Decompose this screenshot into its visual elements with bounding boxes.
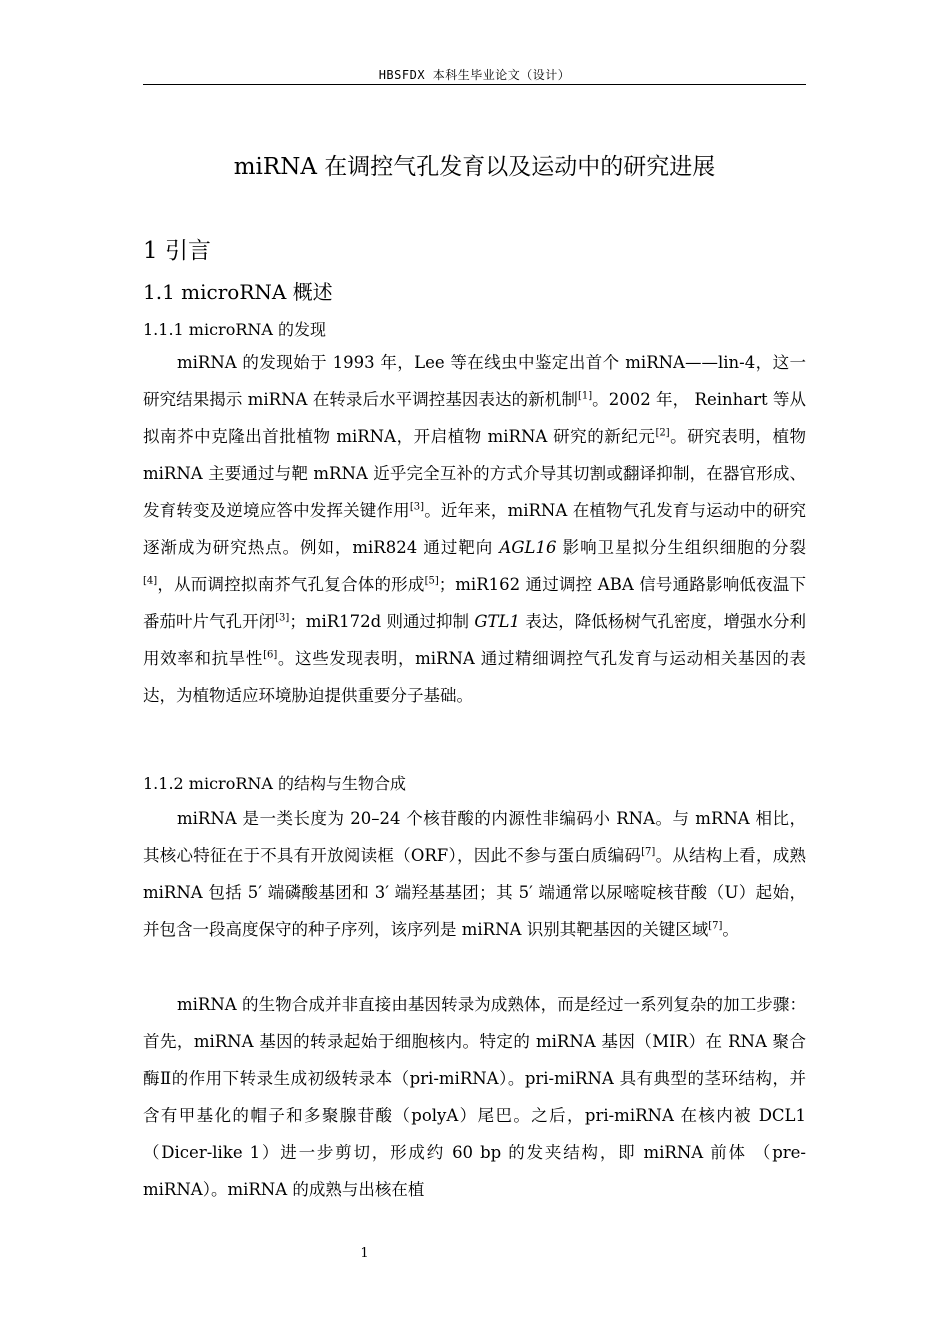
section-heading-1: 1 引言 xyxy=(143,238,211,264)
section-heading-1-1: 1.1 microRNA 概述 xyxy=(143,280,333,304)
gene-name: GTL1 xyxy=(474,612,520,631)
running-header: HBSFDX 本科生毕业论文（设计） xyxy=(378,68,571,82)
gene-name: AGL16 xyxy=(499,538,557,557)
page-number: 1 xyxy=(360,1246,369,1261)
paragraph-biogenesis: miRNA 的生物合成并非直接由基因转录为成熟体，而是经过一系列复杂的加工步骤：首先，miRNA 基因的转录起始于细胞核内。特定的 miRNA 基因（MIR）在 RNA 聚合酶Ⅱ的作用下转录生成初级转录本（pri-miRNA）。pri-miRNA 具有典型的茎环结构，并含有甲基化的帽子和多聚腺苷酸（polyA）尾巴。之后，pri-miRNA 在核内被 DCL1 （Dicer-like 1）进一步剪切，形成约 60 bp 的发夹结构，即 miRNA 前体 （pre-miRNA）。miRNA 的成熟与出核在植 xyxy=(143,995,806,1199)
citation: [4] xyxy=(143,575,158,587)
paragraph-structure: miRNA 是一类长度为 20–24 个核苷酸的内源性非编码小 RNA。与 mRNA 相比，其核心特征在于不具有开放阅读框（ORF），因此不参与蛋白质编码[7]。从结构上看，成熟 miRNA 包括 5′ 端磷酸基团和 3′ 端羟基基团；其 5′ 端通常以尿嘧啶核苷酸（U）起始，并包含一段高度保守的种子序列，该序列是 miRNA 识别其靶基因的关键区域[7]。 xyxy=(143,809,807,939)
citation: [6] xyxy=(263,649,278,661)
section-heading-1-1-2: 1.1.2 microRNA 的结构与生物合成 xyxy=(143,774,407,793)
section-heading-1-1-1: 1.1.1 microRNA 的发现 xyxy=(143,320,327,339)
citation: [3] xyxy=(275,612,290,624)
paper-title: miRNA 在调控气孔发育以及运动中的研究进展 xyxy=(233,154,716,180)
citation: [1] xyxy=(577,390,593,402)
citation: [5] xyxy=(424,575,439,587)
citation: [7] xyxy=(708,920,723,932)
header-divider xyxy=(143,84,806,85)
paragraph-discovery: miRNA 的发现始于 1993 年，Lee 等在线虫中鉴定出首个 miRNA——lin-4，这一研究结果揭示 miRNA 在转录后水平调控基因表达的新机制[1]。2002 年， Reinhart 等从拟南芥中克隆出首批植物 miRNA，开启植物 miRNA 研究的新纪元[2]。研究表明，植物 miRNA 主要通过与靶 mRNA 近乎完全互补的方式介导其切割或翻译抑制，在器官形成、发育转变及逆境应答中发挥关键作用[3]。近年来，miRNA 在植物气孔发育与运动中的研究逐渐成为研究热点。例如，miR824 通过靶向 AGL16 影响卫星拟分生组织细胞的分裂[4]，从而调控拟南芥气孔复合体的形成[5]；miR162 通过调控 ABA 信号通路影响低夜温下番茄叶片气孔开闭[3]；miR172d 则通过抑制 GTL1 表达，降低杨树气孔密度，增强水分利用效率和抗旱性[6]。这些发现表明，miRNA 通过精细调控气孔发育与运动相关基因的表达，为植物适应环境胁迫提供重要分子基础。 xyxy=(143,353,807,705)
citation: [3] xyxy=(409,501,425,513)
citation: [7] xyxy=(641,846,656,858)
citation: [2] xyxy=(655,427,670,439)
